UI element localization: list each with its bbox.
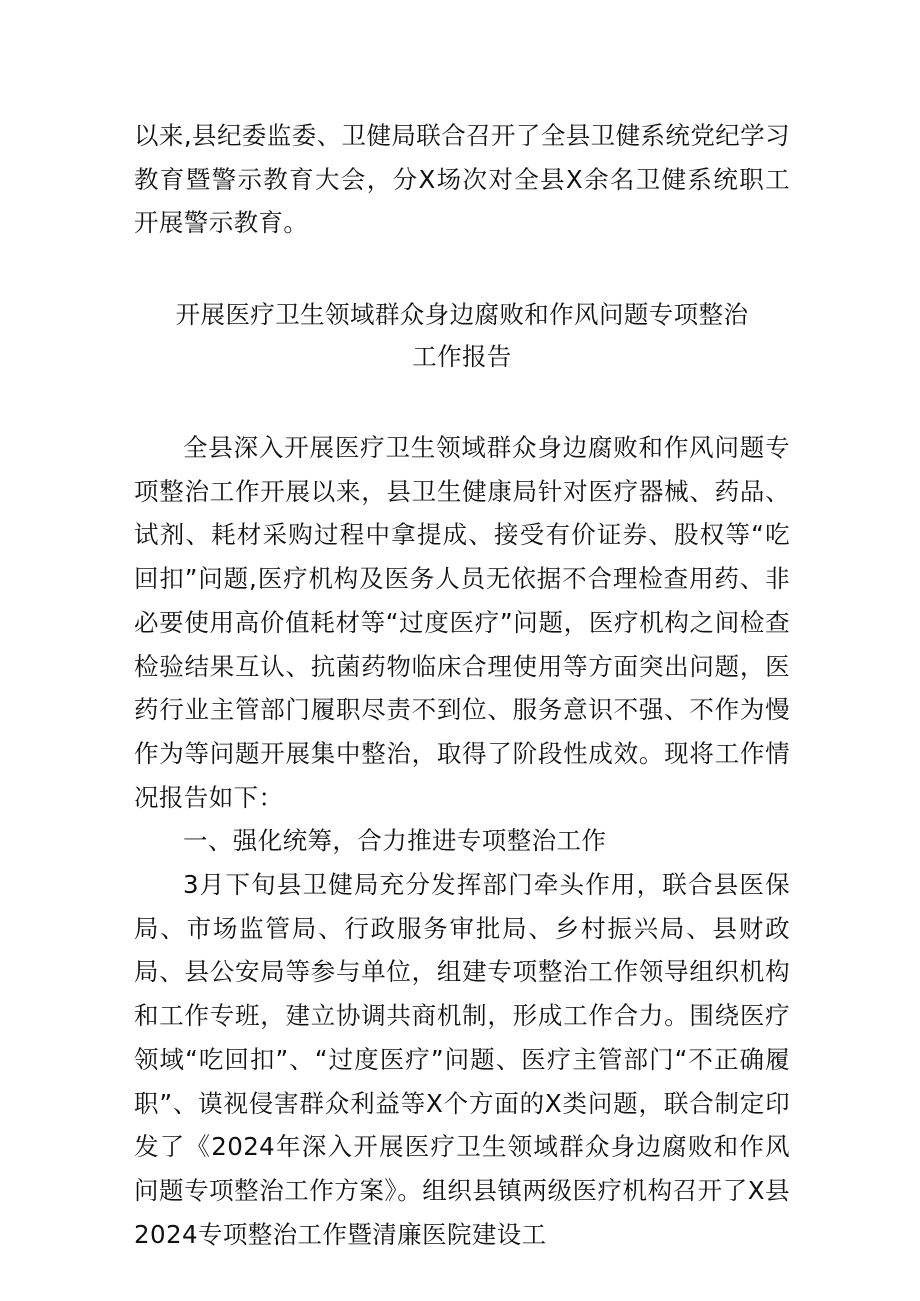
section-1-paragraph: 3月下旬县卫健局充分发挥部门牵头作用，联合县医保局、市场监管局、行政服务审批局、乡村振兴局、县财政局、县公安局等参与单位，组建专项整治工作领导组织机构和工作专班，建立协调共商机制，形成工作合力。围绕医疗领域“吃回扣”、“过度医疗”问题、医疗主管部门“不正确履职”、谟视侵害群众利益等X个方面的X类问题，联合制定印发了《2024年深入开展医疗卫生领域群众身边腐败和作风问题专项整治工作方案》。组织县镇两级医疗机构召开了X县2024专项整治工作暨清廉医院建设工: [134, 870, 790, 1249]
report-title: [134, 294, 790, 378]
intro-paragraph: 全县深入开展医疗卫生领域群众身边腐败和作风问题专项整治工作开展以来，县卫生健康局针对医疗器械、药品、试剂、耗材采购过程中拿提成、接受有价证券、股权等“吃回扣”问题,医疗机构及医务人员无依据不合理检查用药、非必要使用高价值耗材等“过度医疗”问题，医疗机构之间检查检验结果互认、抗菌药物临床合理使用等方面突出问题，医药行业主管部门履职尽责不到位、服务意识不强、不作为慢作为等问题开展集中整治，取得了阶段性成效。现将工作情况报告如下：: [134, 433, 790, 812]
report-title-line-2: 工作报告: [412, 342, 512, 371]
continued-paragraph: 以来,县纪委监委、卫健局联合召开了全县卫健系统党纪学习教育暨警示教育大会，分X场次对全县X余名卫健系统职工开展警示教育。: [134, 121, 790, 238]
report-title-line-1: 开展医疗卫生领域群众身边腐败和作风问题专项整治: [175, 300, 749, 329]
section-heading-1: 一、强化统筹，合力推进专项整治工作: [183, 826, 607, 856]
report-body: [134, 426, 790, 1256]
